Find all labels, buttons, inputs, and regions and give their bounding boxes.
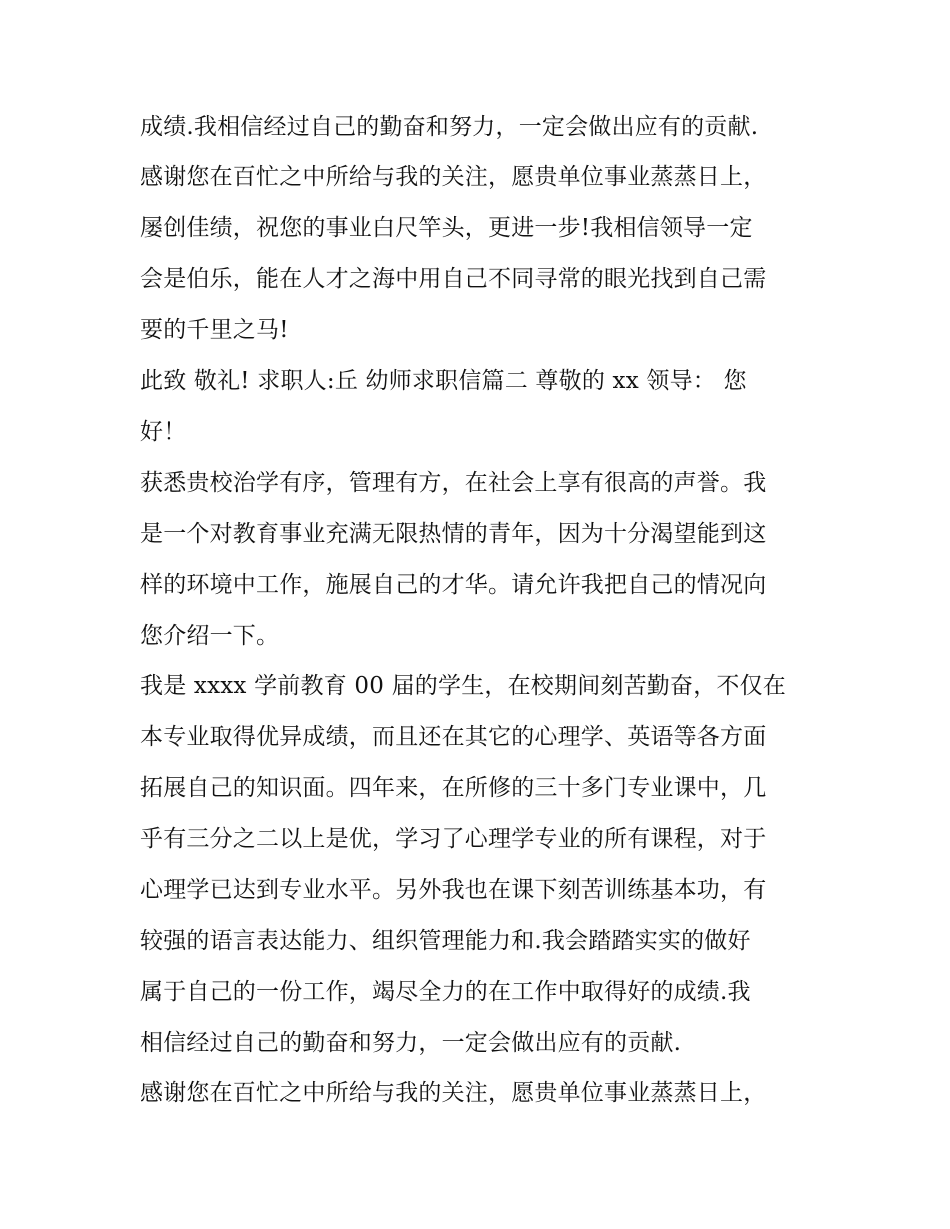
text-line: 属于自己的一份工作，竭尽全力的在工作中取得好的成绩.我: [140, 979, 751, 1005]
text-line: 相信经过自己的勤奋和努力，一定会做出应有的贡献.: [140, 1030, 682, 1056]
text-line: 要的千里之马!: [140, 317, 289, 343]
text-line: 感谢您在百忙之中所给与我的关注，愿贵单位事业蒸蒸日上，: [140, 164, 767, 190]
text-line: 拓展自己的知识面。四年来，在所修的三十多门专业课中，几: [140, 775, 767, 801]
text-line: 会是伯乐，能在人才之海中用自己不同寻常的眼光找到自己需: [140, 266, 767, 292]
text-line: 本专业取得优异成绩，而且还在其它的心理学、英语等各方面: [140, 724, 767, 750]
text-line: 较强的语言表达能力、组织管理能力和.我会踏踏实实的做好: [140, 928, 751, 954]
text-line: 好！: [140, 419, 187, 445]
text-line: 心理学已达到专业水平。另外我也在课下刻苦训练基本功，有: [140, 877, 767, 903]
text-line: 成绩.我相信经过自己的勤奋和努力，一定会做出应有的贡献.: [140, 114, 759, 140]
text-line: 乎有三分之二以上是优，学习了心理学专业的所有课程，对于: [140, 826, 767, 852]
text-line: 获悉贵校治学有序，管理有方，在社会上享有很高的声誉。我: [140, 470, 767, 496]
text-line: 样的环境中工作，施展自己的才华。请允许我把自己的情况向: [140, 572, 767, 598]
text-line: 感谢您在百忙之中所给与我的关注，愿贵单位事业蒸蒸日上，: [140, 1080, 767, 1106]
text-line: 屡创佳绩，祝您的事业白尺竿头，更进一步!我相信领导一定: [140, 215, 753, 241]
text-line: 此致 敬礼! 求职人:丘 幼师求职信篇二 尊敬的 xx 领导： 您: [140, 368, 747, 394]
text-line: 我是 xxxx 学前教育 00 届的学生，在校期间刻苦勤奋，不仅在: [140, 673, 786, 699]
text-line: 是一个对教育事业充满无限热情的青年，因为十分渴望能到这: [140, 521, 767, 547]
text-line: 您介绍一下。: [140, 623, 280, 649]
